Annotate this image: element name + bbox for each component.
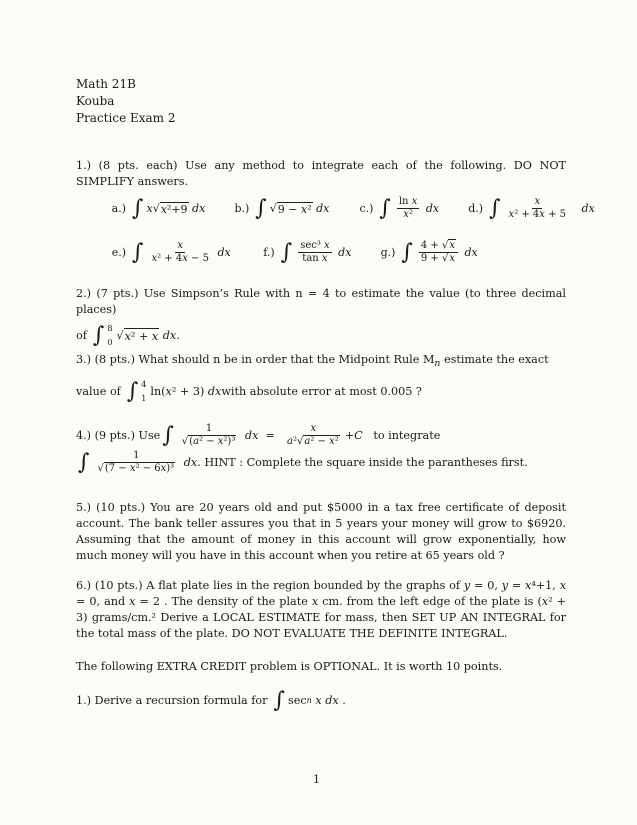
part-d-label: d.) [468,202,484,215]
extra-credit-intro: The following EXTRA CREDIT problem is OPTIONAL. It is worth 10 points. [76,660,503,673]
problem-2-text: 2.) (7 pts.) Use Simpson’s Rule with n = 4 to estimate the value (to three decimal places) [76,287,566,316]
part-g-label: g.) [380,246,396,259]
extra-credit-problem: 1.) Derive a recursion formula for ∫ sec n x dx . [76,688,346,713]
problem-3-value-of: value of [76,385,121,399]
part-f-label: f.) [263,246,275,259]
problem-6-text-a: 6.) (10 pts.) A flat plate lies in the region bounded by the graphs of [76,579,461,592]
problem-1-text: 1.) (8 pts. each) Use any method to integrate each of the following. DO NOT SIMPLIFY answers. [76,159,566,188]
problem-4-to-integrate: to integrate [373,428,441,442]
problem-3-text-2: estimate the exact [440,353,549,366]
problem-5 [76,500,566,564]
problem-5-text: 5.) (10 pts.) You are 20 years old and put $5000 in a tax free certificate of deposit account. The bank teller assures you that in 5 years your money will grow to $6920. Assuming that the amount of money in this account will grow exponentially, how much money will you have in this account when you retire at 65 years old ? [76,501,566,562]
course-name: Math 21B [76,77,136,91]
problem-4-hint: . HINT : Complete the square inside the parantheses first. [197,455,528,469]
problem-1-row-1: a.) ∫ x √ x²+9 dx b.) ∫ √ 9 − x² dx c.) ∫ $\frac{\text{ln x}}{\text{x²}}$ dx d.) ∫ $\frac{x}{\text{x² + 4x + 5}}$ dx [100,196,595,221]
part-e-label: e.) [111,246,126,259]
problem-4-use: 4.) (9 pts.) Use [76,428,161,442]
problem-6-text-c: cm. from the left edge of the plate is [322,595,534,608]
exam-title: Practice Exam 2 [76,111,176,125]
part-a-label: a.) [111,202,126,215]
problem-1-row-2: e.) ∫ $\frac{x}{\text{x² + 4x − 5}}$ dx f.) ∫ $\frac{\text{sec³ x}}{\text{tan x}}$ dx g.) ∫ $\frac{4 + √x}{9 + √x}$ dx [100,240,478,265]
problem-1 [76,158,566,190]
instructor-name: Kouba [76,94,115,108]
problem-3: 3.) (8 pts.) What should n be in order that the Midpoint Rule $M_n$ estimate the exact value of ∫ 4 1 ln( x ² + 3) dx with absolute error at most 0.005 ? [76,353,549,405]
problem-3-text: 3.) (8 pts.) What should n be in order that the Midpoint Rule M [76,353,435,366]
problem-2: 2.) (7 pts.) Use Simpson’s Rule with n = 4 to estimate the value (to three decimal places) of ∫ 8 0 √ x² + x dx. [76,287,566,348]
extra-credit-problem-text: 1.) Derive a recursion formula for [76,694,268,707]
problem-4: 4.) (9 pts.) Use ∫ $\frac{1}{\text{√(a² − x²)³}}$ dx = $\frac{x}{\text{a²√a² − x²}}$ + C to integrate ∫ $\frac{1}{\text{√(7 − x² − 6x)³}}$ dx . HINT : Complete the square inside the parantheses first. [76,422,528,475]
problem-3-tail: with absolute error at most 0.005 ? [221,385,422,399]
problem-6-text-d: grams/cm.² Derive a LOCAL ESTIMATE for mass, then SET UP AN INTEGRAL for the total mass of the plate. DO NOT EVALUATE THE DEFINITE INTEGRAL. [76,611,567,640]
exam-header [76,76,176,127]
page-number: 1 [313,773,320,786]
problem-2-of: of [76,329,87,342]
part-c-label: c.) [359,202,374,215]
part-b-label: b.) [234,202,250,215]
problem-6-text-b: The density of the plate [171,595,308,608]
problem-6: 6.) (10 pts.) A flat plate lies in the region bounded by the graphs of y = 0, y = x⁴+1, x = 0, and x = 2 . The density of the plate x cm. from the left edge of the plate is (x² + 3) grams/cm.² Derive a LOCAL ESTIMATE for mass, then SET UP AN INTEGRAL for the total mass of the plate. DO NOT EVALUATE THE DEFINITE INTEGRAL. [76,579,567,640]
